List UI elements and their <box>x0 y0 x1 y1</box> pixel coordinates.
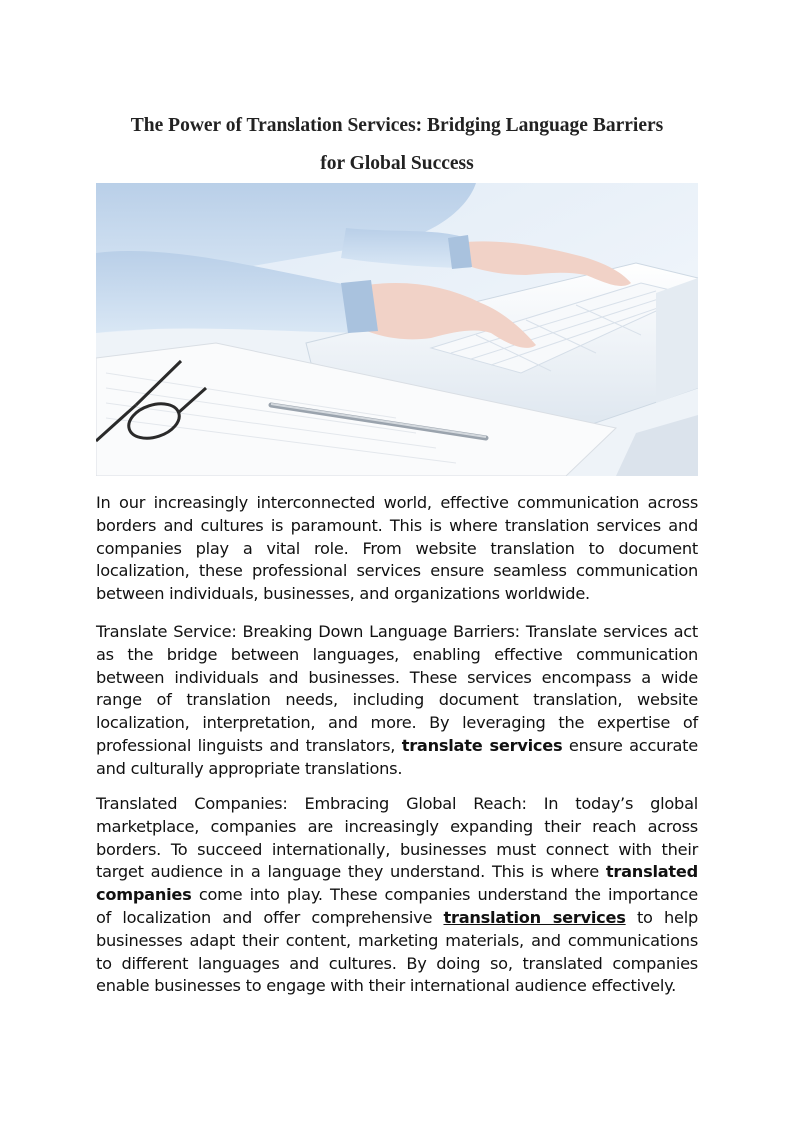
bold-translated-companies: translated companies <box>96 862 698 905</box>
bold-translate-services: translate services <box>401 735 563 755</box>
translation-services-link[interactable]: translation services <box>443 907 626 927</box>
paragraph-intro-text: In our increasingly interconnected world, effective communication across borders and cultures is paramount. This is where translation services and companies play a vital role. From website translation to document localization, these professional services ensure seamless communication between individuals, businesses, and organizations worldwide. <box>96 493 698 604</box>
paragraph-translate-service <box>96 621 698 781</box>
paragraph-translate-service-text: Translate Service: Breaking Down Language Barriers: Translate services act as the bridge between languages, enabling effective communication between individuals and businesses. These services encompass a wide range of translation needs, including document translation, website localization, interpretation, and more. By leveraging the expertise of professional linguists and translators, <box>96 622 698 755</box>
document-title-line-1: The Power of Translation Services: Bridging Language Barriers <box>130 115 664 136</box>
paragraph-translated-companies-mid: come into play. These companies understand the importance of localization and offer comprehensive <box>96 885 698 927</box>
paragraph-translated-companies <box>96 793 698 998</box>
hero-photo-typing-on-laptop <box>96 183 698 476</box>
paragraph-translate-service-tail: ensure accurate and culturally appropriate translations. <box>96 735 698 778</box>
document-title-line-2: for Global Success <box>320 153 474 174</box>
paragraph-translated-companies-tail: to help businesses adapt their content, marketing materials, and communications to different languages and cultures. By doing so, translated companies enable businesses to engage with their international audience effectively. <box>96 907 699 996</box>
paragraph-intro <box>96 492 698 606</box>
hero-photo-illustration <box>96 183 698 476</box>
paragraph-translated-companies-text: Translated Companies: Embracing Global Reach: In today’s global marketplace, companies are increasingly expanding their reach across borders. To succeed internationally, businesses must connect with their target audience in a language they understand. This is where <box>96 794 698 882</box>
